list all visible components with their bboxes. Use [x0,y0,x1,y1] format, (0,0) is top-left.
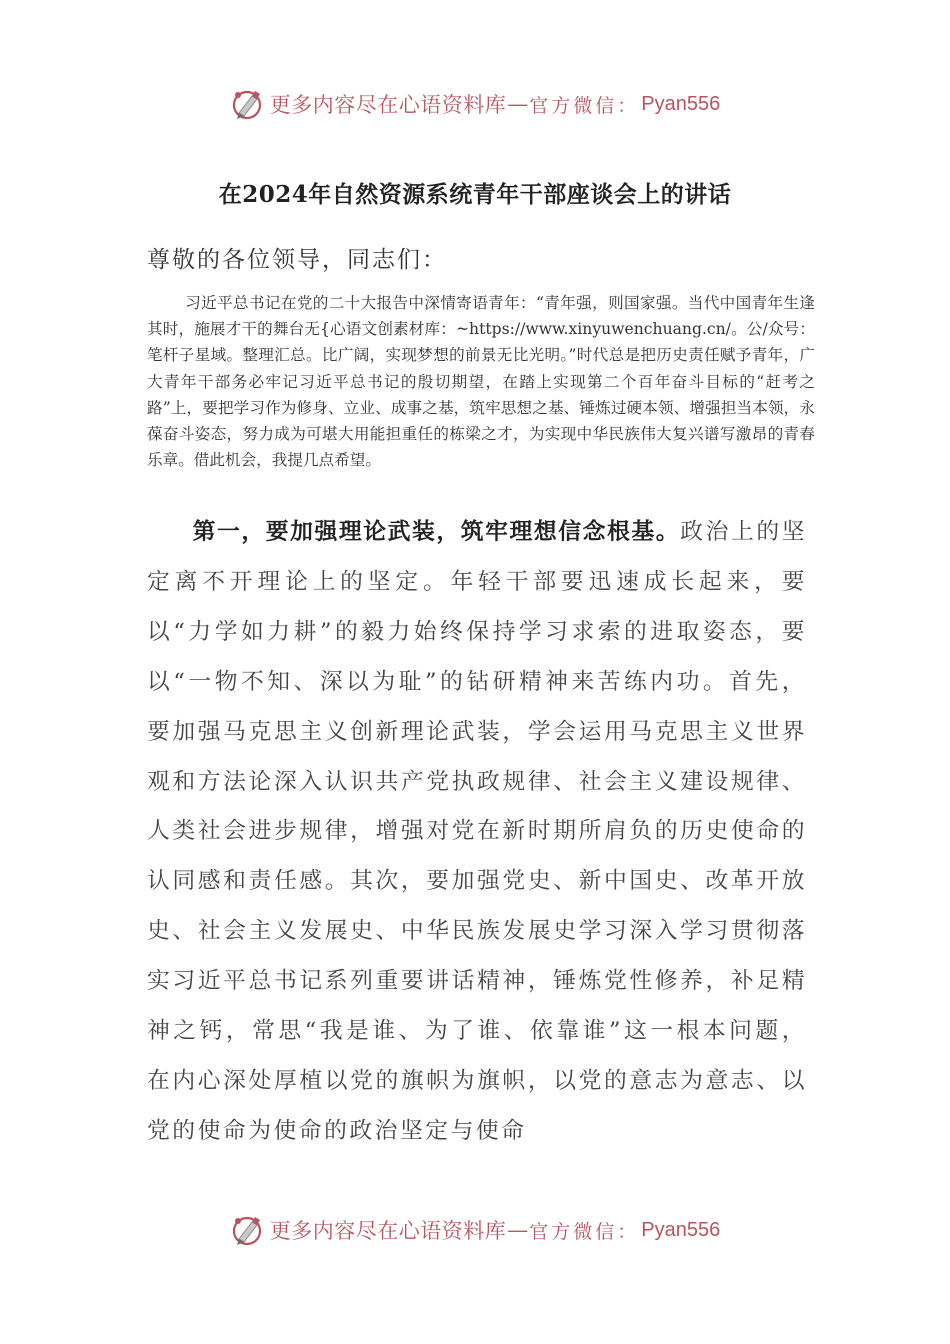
watermark-dash: — [507,1218,529,1242]
watermark-account: Pyan556 [641,1218,721,1241]
pen-nib-circle-icon [230,1212,266,1248]
section-1-heading: 第一，要加强理论武装，筑牢理想信念根基。 [192,519,681,545]
watermark-wechat-label: 官方微信： [529,94,640,117]
salutation: 尊敬的各位领导，同志们： [147,247,447,273]
watermark-wechat-label: 官方微信： [529,1220,640,1243]
section-1-text: 政治上的坚定离不开理论上的坚定。年轻干部要迅速成长起来，要以“力学如力耕”的毅力始终保持学习求索的进取姿态，要以“一物不知、深以为耻”的钻研精神来苦练内功。首先，要加强马克思主义创新理论武装，学会运用马克思主义世界观和方法论深入认识共产党执政规律、社会主义建设规律、人类社会进步规律，增强对党在新时期所肩负的历史使命的认同感和责任感。其次，要加强党史、新中国史、改革开放史、社会主义发展史、中华民族发展史学习深入学习贯彻落实习近平总书记系列重要讲话精神，锤炼党性修养，补足精神之钙，常思“我是谁、为了谁、依靠谁”这一根本问题，在内心深处厚植以党的旗帜为旗帜，以党的意志为意志、以党的使命为使命的政治坚定与使命 [147,519,808,1144]
section-1-paragraph [147,508,807,1157]
watermark-account: Pyan556 [641,92,721,115]
intro-paragraph: 习近平总书记在党的二十大报告中深情寄语青年：“青年强，则国家强。当代中国青年生逢其时，施展才干的舞台无{心语文创素材库：~https://www.xinyuwenchuang.cn/。公/众号：笔杆子星域。整理汇总。比广阔，实现梦想的前景无比光明。”时代总是把历史责任赋予青年，广大青年干部务必牢记习近平总书记的殷切期望，在踏上实现第二个百年奋斗目标的“赶考之路”上，要把学习作为修身、立业、成事之基，筑牢思想之基、锤炼过硬本领、增强担当本领，永葆奋斗姿态，努力成为可堪大用能担重任的栋梁之才，为实现中华民族伟大复兴谱写激昂的青春乐章。借此机会，我提几点希望。 [147,294,815,470]
watermark-banner-top [0,82,950,126]
watermark-dash: — [507,92,529,116]
watermark-main-text: 更多内容尽在心语资料库 [269,93,507,117]
document-title: 在2024年自然资源系统青年干部座谈会上的讲话 [218,181,732,208]
pen-nib-circle-icon [230,86,266,122]
watermark-main-text: 更多内容尽在心语资料库 [269,1219,507,1243]
watermark-banner-bottom [0,1208,950,1252]
